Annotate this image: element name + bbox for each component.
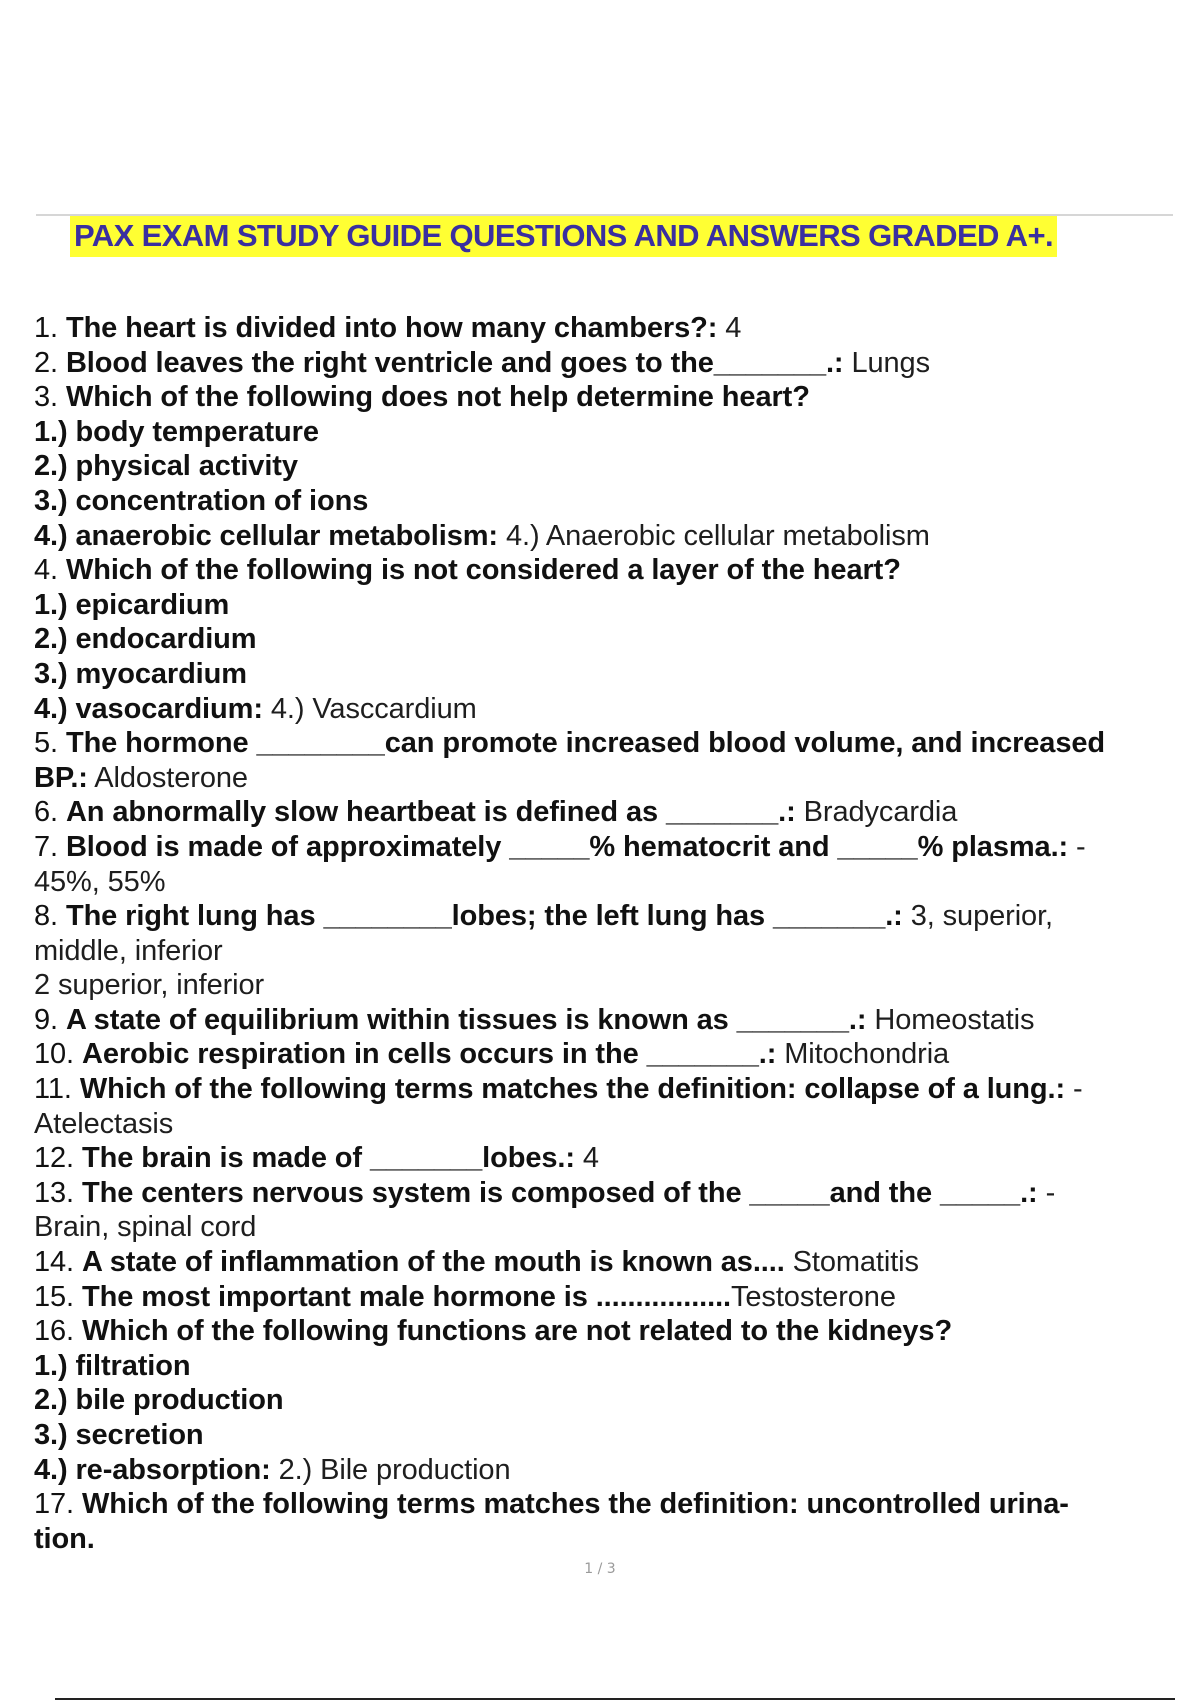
- answer-text: Aldosterone: [87, 761, 248, 794]
- answer-text: 4: [574, 1142, 599, 1175]
- question-text: Which of the following is not considered a layer of the heart?: [65, 554, 901, 587]
- answer-text: Atelectasis: [34, 1107, 174, 1140]
- question-list: [34, 311, 1174, 1556]
- question-text: Blood leaves the right ventricle and goes to the_______.:: [65, 346, 844, 379]
- question-line: [34, 1383, 1174, 1418]
- answer-text: -: [1065, 1073, 1083, 1106]
- question-line: [34, 484, 1174, 519]
- answer-text: 4.) Anaerobic cellular metabolism: [498, 519, 930, 552]
- question-line: [34, 1176, 1174, 1211]
- answer-text: 4.) Vasccardium: [262, 692, 477, 725]
- answer-text: 2 superior, inferior: [34, 969, 265, 1002]
- question-text: 2.) physical activity: [34, 450, 298, 483]
- question-line: [34, 1522, 1174, 1557]
- question-number: 14.: [34, 1246, 82, 1279]
- question-text: 3.) concentration of ions: [34, 484, 369, 517]
- question-text: 2.) endocardium: [34, 623, 257, 656]
- question-text: A state of equilibrium within tissues is known as _______.:: [65, 1003, 867, 1036]
- question-text: 1.) body temperature: [34, 415, 319, 448]
- question-line: [34, 553, 1174, 588]
- question-number: 13.: [34, 1176, 82, 1209]
- question-line: [34, 1072, 1174, 1107]
- answer-text: Stomatitis: [784, 1246, 919, 1279]
- question-number: 17.: [34, 1488, 82, 1521]
- page-title: PAX EXAM STUDY GUIDE QUESTIONS AND ANSWERS GRADED A+.: [70, 216, 1057, 257]
- answer-text: 3, superior,: [902, 900, 1053, 933]
- question-number: 7.: [34, 830, 66, 863]
- question-number: 1.: [34, 312, 66, 344]
- question-text: Which of the following does not help determine heart?: [65, 381, 810, 414]
- question-text: 2.) bile production: [34, 1384, 284, 1417]
- question-number: 4.: [34, 554, 66, 587]
- question-text: The centers nervous system is composed of the _____and the _____.:: [81, 1176, 1038, 1209]
- answer-text: Brain, spinal cord: [34, 1211, 257, 1244]
- answer-text: Bradycardia: [795, 796, 958, 829]
- question-text: Aerobic respiration in cells occurs in the _______.:: [81, 1038, 777, 1071]
- question-line: [34, 1280, 1174, 1315]
- question-line: [34, 1037, 1174, 1072]
- question-line: [34, 519, 1174, 554]
- question-number: 11.: [34, 1073, 80, 1106]
- question-line: [34, 622, 1174, 657]
- question-text: 4.) anaerobic cellular metabolism:: [34, 519, 498, 552]
- answer-text: Homeostatis: [866, 1003, 1035, 1036]
- question-text: The brain is made of _______lobes.:: [81, 1142, 575, 1175]
- question-number: 2.: [34, 346, 66, 379]
- question-line: [34, 1487, 1174, 1522]
- question-line: [34, 865, 1174, 900]
- question-line: [34, 1314, 1174, 1349]
- answer-text: Testosterone: [731, 1280, 896, 1313]
- question-line: [34, 1003, 1174, 1038]
- answer-text: -: [1037, 1176, 1056, 1209]
- question-text: The heart is divided into how many chambers?:: [65, 312, 718, 344]
- question-text: Which of the following terms matches the definition: collapse of a lung.:: [79, 1073, 1066, 1106]
- question-text: A state of inflammation of the mouth is known as....: [81, 1246, 785, 1279]
- question-line: [34, 899, 1174, 934]
- question-text: tion.: [34, 1522, 95, 1555]
- question-line: [34, 1453, 1174, 1488]
- answer-text: 45%, 55%: [34, 865, 166, 898]
- question-text: 3.) secretion: [34, 1419, 204, 1451]
- question-line: [34, 449, 1174, 484]
- answer-text: Lungs: [843, 346, 930, 379]
- answer-text: middle, inferior: [34, 934, 223, 967]
- question-line: [34, 1141, 1174, 1176]
- question-text: 1.) epicardium: [34, 588, 230, 621]
- page-number: 1 / 3: [584, 1561, 616, 1577]
- question-text: An abnormally slow heartbeat is defined as _______.:: [65, 796, 796, 829]
- question-text: BP.:: [34, 761, 88, 794]
- question-line: [34, 1418, 1174, 1453]
- question-line: [34, 346, 1174, 381]
- question-number: 12.: [34, 1142, 82, 1175]
- question-line: [34, 1349, 1174, 1384]
- question-text: The most important male hormone is .................: [81, 1280, 731, 1313]
- answer-text: -: [1068, 830, 1086, 863]
- question-text: The hormone ________can promote increased blood volume, and increased: [65, 727, 1106, 760]
- question-number: 10.: [34, 1038, 82, 1071]
- answer-text: Mitochondria: [776, 1038, 950, 1071]
- question-line: [34, 1245, 1174, 1280]
- question-line: [34, 588, 1174, 623]
- question-text: 3.) myocardium: [34, 657, 247, 690]
- question-number: 3.: [34, 381, 66, 414]
- question-text: 1.) filtration: [34, 1349, 191, 1382]
- question-number: 16.: [34, 1315, 82, 1348]
- answer-text: 2.) Bile production: [270, 1453, 511, 1486]
- question-number: 8.: [34, 900, 66, 933]
- question-text: 4.) re-absorption:: [34, 1453, 271, 1486]
- question-number: 15.: [34, 1280, 82, 1313]
- question-line: [34, 657, 1174, 692]
- question-text: The right lung has ________lobes; the left lung has _______.:: [65, 900, 903, 933]
- question-number: 6.: [34, 796, 66, 829]
- question-text: Which of the following terms matches the definition: uncontrolled urina-: [81, 1488, 1069, 1521]
- question-line: [34, 311, 1174, 346]
- question-line: [34, 968, 1174, 1003]
- question-line: [34, 1210, 1174, 1245]
- question-line: [34, 830, 1174, 865]
- question-line: [34, 726, 1174, 761]
- question-number: 9.: [34, 1003, 66, 1036]
- question-text: Blood is made of approximately _____% hematocrit and _____% plasma.:: [65, 830, 1069, 863]
- question-line: [34, 380, 1174, 415]
- question-line: [34, 692, 1174, 727]
- question-text: Which of the following functions are not related to the kidneys?: [81, 1315, 953, 1348]
- question-line: [34, 795, 1174, 830]
- answer-text: 4: [717, 312, 742, 344]
- title-container: [70, 216, 1163, 257]
- question-line: [34, 761, 1174, 796]
- question-line: [34, 415, 1174, 450]
- question-number: 5.: [34, 727, 66, 760]
- question-line: [34, 1107, 1174, 1142]
- question-text: 4.) vasocardium:: [34, 692, 263, 725]
- question-line: [34, 934, 1174, 969]
